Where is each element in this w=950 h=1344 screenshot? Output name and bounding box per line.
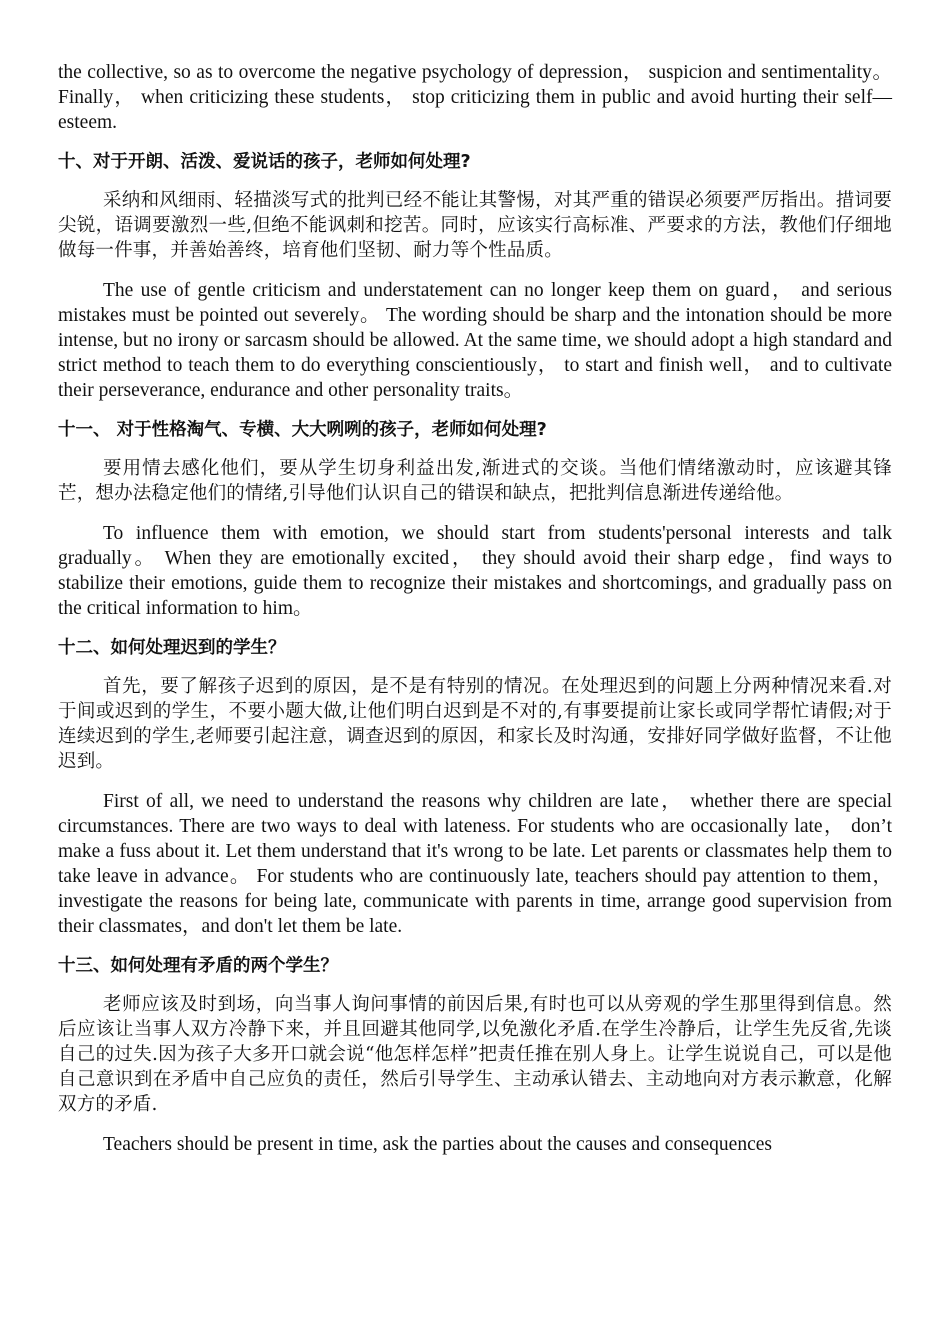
paragraph-en: The use of gentle criticism and understatement can no longer keep them on guard， and serious mistakes must be pointed out severely。 The wording should be sharp and the intonation should be more intense, but no irony or sarcasm should be allowed. At the same time, we should adopt a high standard and strict method to teach them to do everything conscientiously， to start and finish well， and to cultivate their perseverance, endurance and other personality traits。 [58,280,892,401]
section-heading-10: 十、对于开朗、活泼、爱说话的孩子，老师如何处理? [58,152,471,172]
section-heading-13: 十三、如何处理有矛盾的两个学生？ [58,956,338,976]
paragraph-zh: 要用情去感化他们，要从学生切身利益出发,渐进式的交谈。当他们情绪激动时，应该避其锋芒，想办法稳定他们的情绪,引导他们认识自己的错误和缺点，把批判信息渐进传递给他。 [58,458,892,504]
section-heading-12: 十二、如何处理迟到的学生？ [58,638,286,658]
paragraph-zh: 老师应该及时到场，向当事人询问事情的前因后果,有时也可以从旁观的学生那里得到信息。然后应该让当事人双方冷静下来，并且回避其他同学,以免激化矛盾.在学生冷静后，让学生先反省,先谈自己的过失.因为孩子大多开口就会说“他怎样怎样”把责任推在别人身上。让学生说说自己，可以是他自己意识到在矛盾中自己应负的责任，然后引导学生、主动承认错去、主动地向对方表示歉意，化解双方的矛盾. [58,994,892,1115]
paragraph-en: To influence them with emotion, we should start from students'personal interests and talk gradually。 When they are emotionally excited， they should avoid their sharp edge，find ways to stabilize their emotions, guide them to recognize their mistakes and shortcomings, and gradually pass on the critical information to him。 [58,523,892,619]
paragraph-en: Teachers should be present in time, ask the parties about the causes and consequences [103,1134,772,1155]
document-page [58,60,892,1157]
section-heading-11: 十一、 对于性格淘气、专横、大大咧咧的孩子，老师如何处理? [58,420,547,440]
paragraph-en: the collective, so as to overcome the negative psychology of depression， suspicion and sentimentality。 Finally， when criticizing these students， stop criticizing them in public and avoid hurting their self—esteem. [58,62,892,133]
paragraph-en: First of all, we need to understand the reasons why children are late， whether there are special circumstances. There are two ways to deal with lateness. For students who are occasionally late， don’t make a fuss about it. Let them understand that it's wrong to be late. Let parents or classmates help them to take leave in advance。 For students who are continuously late, teachers should pay attention to them， investigate the reasons for being late, communicate with parents in time, arrange good supervision from their classmates，and don't let them be late. [58,791,892,937]
paragraph-zh: 首先，要了解孩子迟到的原因，是不是有特别的情况。在处理迟到的问题上分两种情况来看.对于间或迟到的学生，不要小题大做,让他们明白迟到是不对的,有事要提前让家长或同学帮忙请假;对于连续迟到的学生,老师要引起注意，调查迟到的原因，和家长及时沟通，安排好同学做好监督，不让他迟到。 [58,676,892,772]
paragraph-zh: 采纳和风细雨、轻描淡写式的批判已经不能让其警惕，对其严重的错误必须要严厉指出。措词要尖锐，语调要激烈一些,但绝不能讽刺和挖苦。同时，应该实行高标准、严要求的方法，教他们仔细地做每一件事，并善始善终，培育他们坚韧、耐力等个性品质。 [58,190,892,261]
